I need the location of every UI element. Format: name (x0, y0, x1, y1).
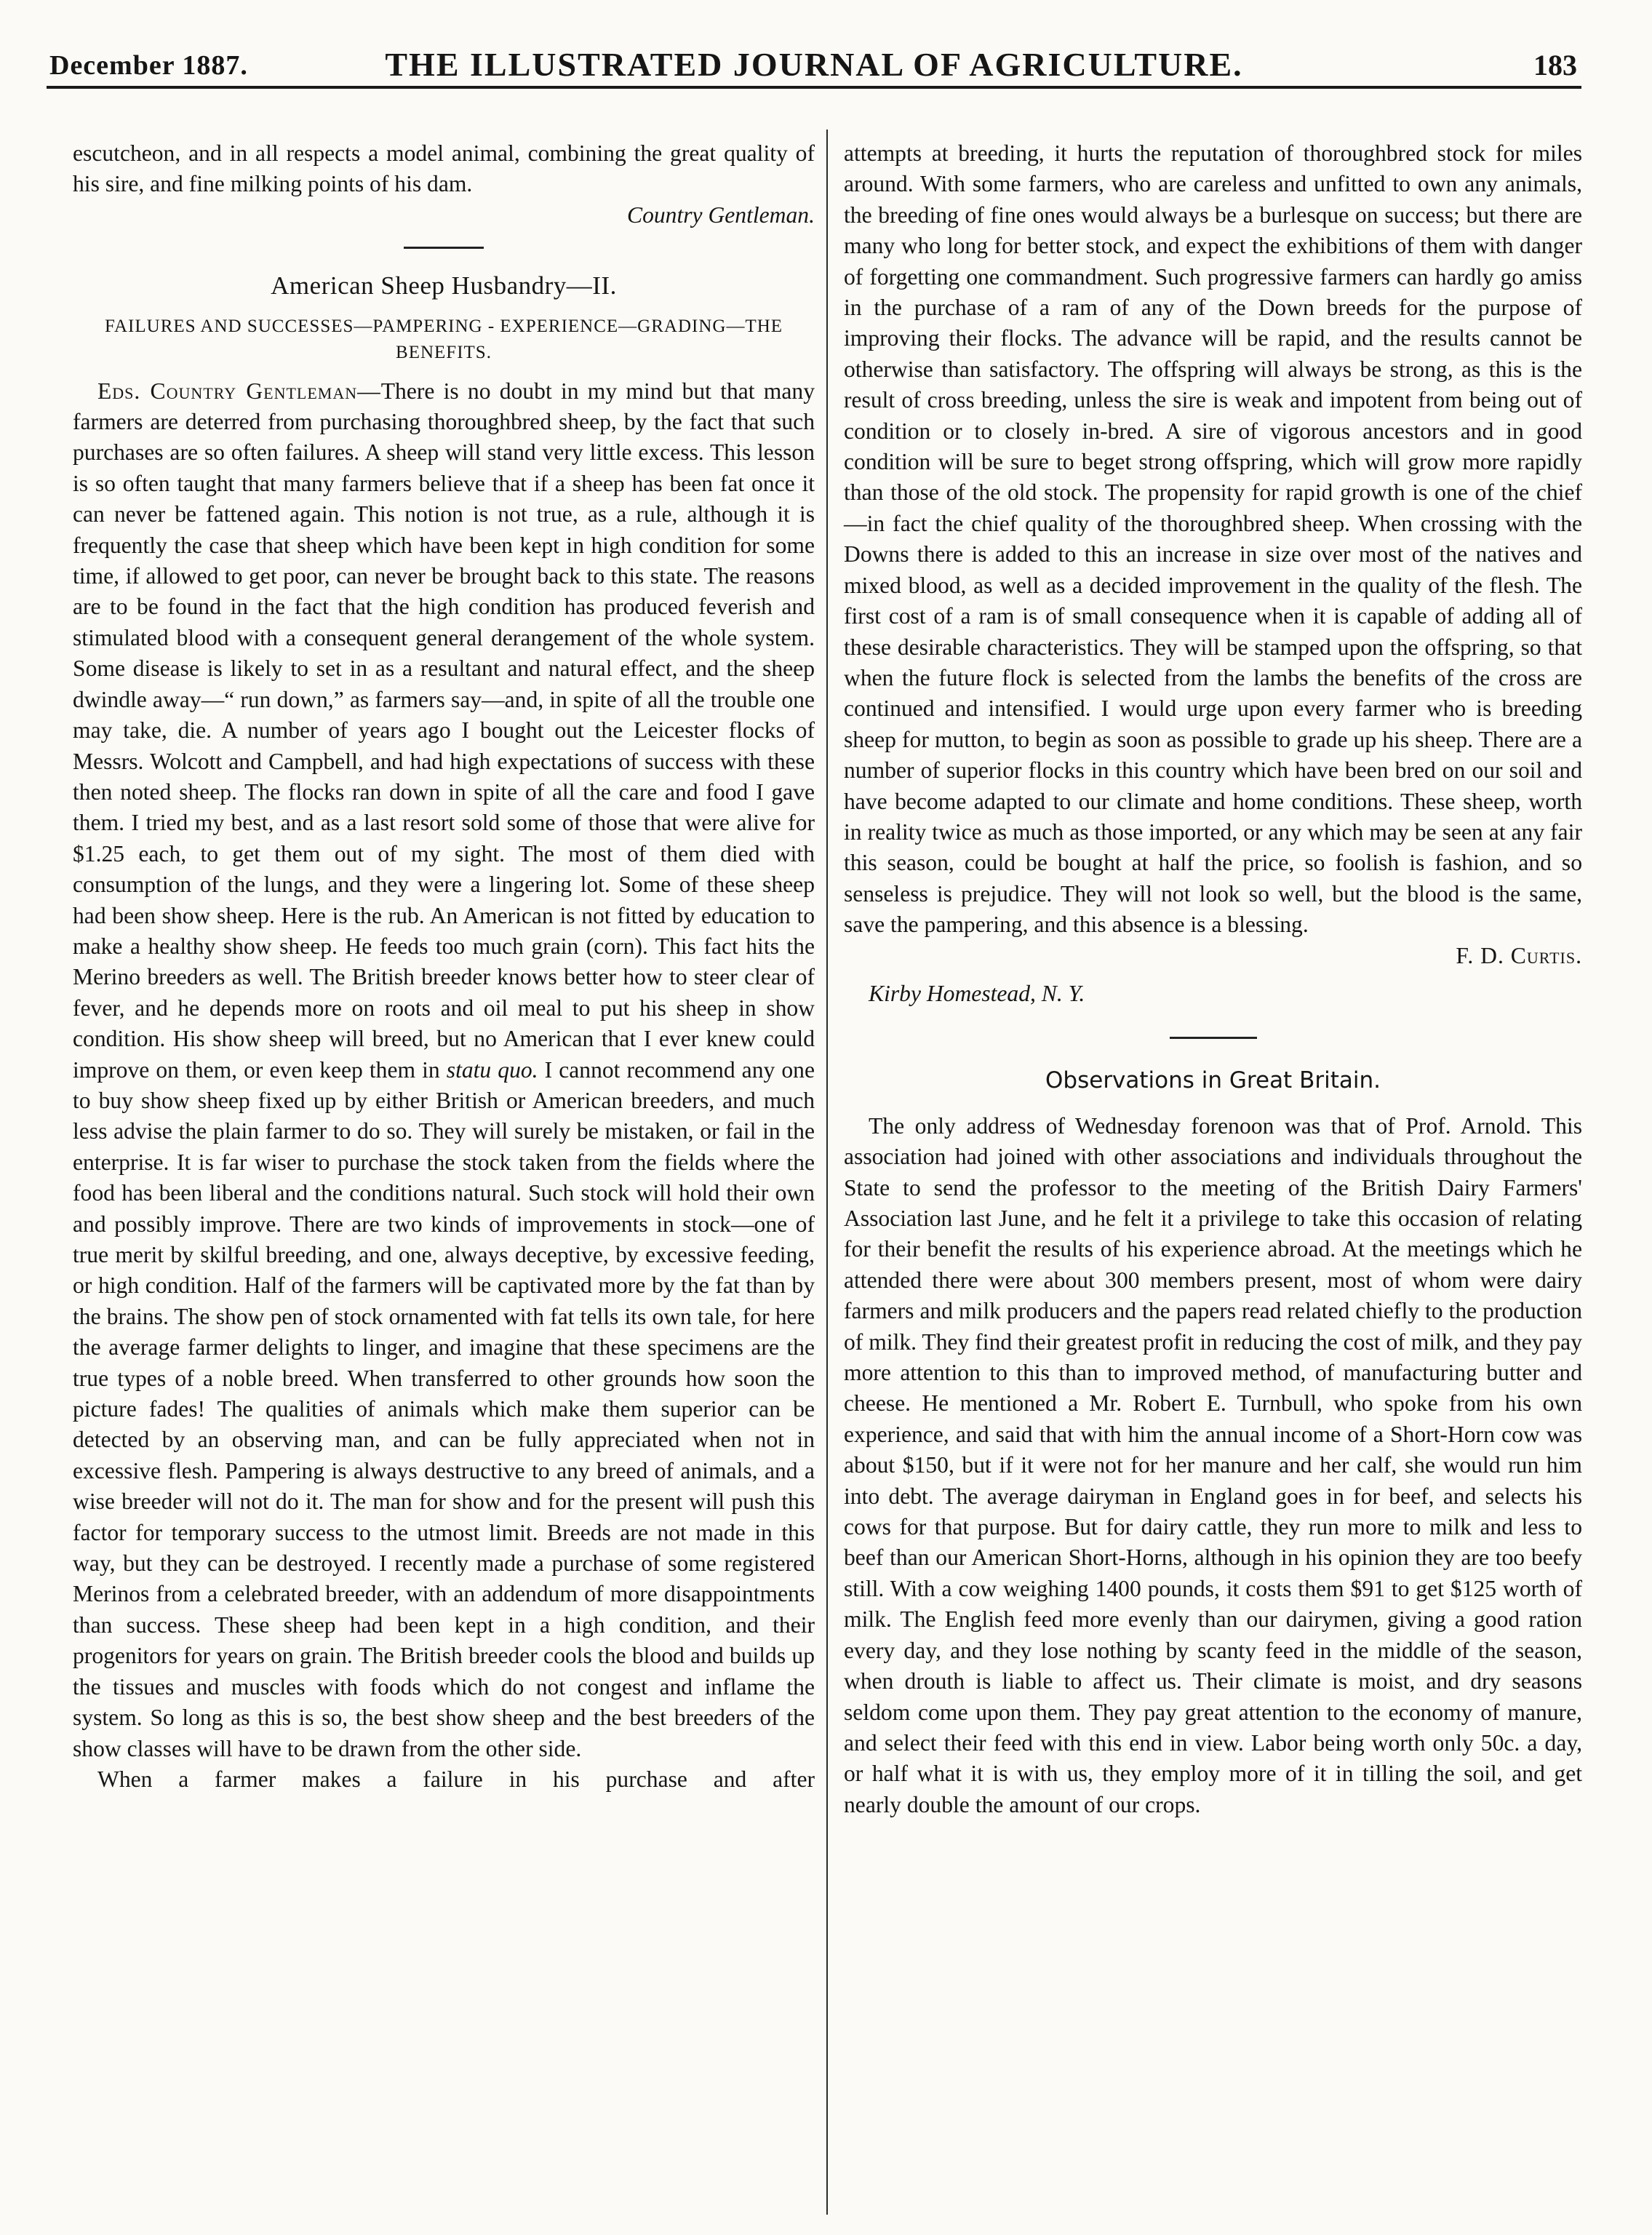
signoff (844, 941, 1582, 971)
issue-date: December 1887. (49, 50, 248, 81)
author-signature: F. D. Curtis. (1456, 942, 1582, 968)
column-divider (826, 130, 828, 2215)
continued-source: Country Gentleman. (627, 202, 815, 228)
article-continuation: attempts at breeding, it hurts the reputation of thoroughbred stock for miles around. With some farmers, who are careless and unfitted to own any animals, the breeding of fine ones would always be a burlesque on success; but there are many who long for better stock, and expect the exhibitions of them with danger of forgetting one commandment. Such progressive farmers can hardly go amiss in the purchase of a ram of any of the Down breeds for the purpose of improving their flocks. The advance will be rapid, and the results cannot be otherwise than satisfactory. The offspring will always be strong, as this is the result of cross breeding, unless the sire is weak and impotent from being out of condition or to closely in-bred. A sire of vigorous ancestors and in good condition will be sure to beget strong offspring, which will grow more rapidly than those of the old stock. The propensity for rapid growth is one of the chief—in fact the chief quality of the thoroughbred sheep. When crossing with the Downs there is added to this an increase in size over most of the natives and mixed blood, as well as a decided improvement in the quality of the flesh. The first cost of a ram is of small consequence when it is capable of adding all of these desirable characteristics. They will be stamped upon the offspring, so that when the future flock is selected from the lambs the benefits of the cross are continued and intensified. I would urge upon every farmer who is breeding sheep for mutton, to begin as soon as possible to grade up his sheep. There are a number of superior flocks in this country which have been bred on our soil and have become adapted to our climate and home conditions. These sheep, worth in reality twice as much as those imported, or any which may be seen at any fair this season, could be bought at half the price, so foolish is fashion, and so senseless is prejudice. They will not look so well, but the blood is the same, save the pampering, and this absence is a blessing. (844, 140, 1582, 938)
article2-title: Observations in Great Britain. (1045, 1067, 1381, 1094)
section-divider (404, 247, 484, 249)
article2-body: The only address of Wednesday forenoon was that of Prof. Arnold. This association had joined with other associations and individuals throughout the State to send the professor to the meeting of the British Dairy Farmers' Association last June, and he felt it a privilege to take this occasion of relating for their benefit the results of his experience abroad. At the meetings which he attended there were about 300 members present, most of whom were dairy farmers and milk producers and the papers read related chiefly to the production of milk. They find their greatest profit in reducing the cost of milk, and they pay more attention to this than to improved method, of manufacturing butter and cheese. He mentioned a Mr. Robert E. Turnbull, who spoke from his own experience, and said that with him the annual income of a Short-Horn cow was about $150, but if it were not for her manure and her calf, she would run him into debt. The average dairyman in England goes in for beef, and selects his cows for that purpose. But for dairy cattle, they run more to milk and less to beef than our American Short-Horns, although in his opinion they are too beefy still. With a cow weighing 1400 pounds, it costs them $91 to get $125 worth of milk. The English feed more evenly than our dairymen, giving a good ration every day, and they lose nothing by scanty feed in the middle of the season, when drouth is liable to affect us. Their climate is moist, and dry seasons seldom come upon them. They pay great attention to the economy of manure, and select their feed with this end in view. Labor being worth only 50c. a day, or half what it is with us, they employ more of it in tilling the soil, and get nearly double the amount of our crops. (844, 1112, 1582, 1817)
running-head (47, 45, 1581, 89)
section-divider (1170, 1037, 1257, 1039)
article-subtitle: FAILURES AND SUCCESSES—PAMPERING - EXPERIENCE—GRADING—THE BENEFITS. (104, 316, 783, 362)
article-salutation: Eds. Country Gentleman— (97, 378, 381, 404)
left-column (73, 138, 815, 1795)
article-body-text: There is no doubt in my mind but that many farmers are deterred from purchasing thoroughbred sheep, by the fact that such purchases are so often failures. A sheep will stand very little excess. This lesson is so often taught that many farmers believe that if a sheep has been fat once it can never be fattened again. This notion is not true, as a rule, although it is frequently the case that sheep which have been kept in high condition for some time, if allowed to get poor, can never be brought back to this state. The reasons are to be found in the fact that the high condition has produced feverish and stimulated blood with a consequent general derangement of the whole system. Some disease is likely to set in as a resultant and natural effect, and the sheep dwindle away—“ run down,” as farmers say—and, in spite of all the trouble one may take, die. A number of years ago I bought out the Leicester flocks of Messrs. Wolcott and Campbell, and had high expectations of success with these then noted sheep. The flocks ran down in spite of all the care and food I gave them. I tried my best, and as a last resort sold some of those that were alive for $1.25 each, to get them out of my sight. The most of them died with consumption of the lungs, and they were a lingering lot. Some of these sheep had been show sheep. Here is the rub. An American is not fitted by education to make a healthy show sheep. He feeds too much grain (corn). This fact hits the Merino breeders as well. The British breeder knows better how to steer clear of fever, and he depends more on roots and oil meal to put his sheep in show condition. His show sheep will breed, but no American that I ever knew could improve on them, or even keep them in (73, 378, 815, 1083)
italic-phrase: statu quo. (446, 1056, 538, 1083)
article-body-text-cont: I cannot recommend any one to buy show sheep fixed up by either British or American breeders, and much less advise the plain farmer to do so. They will surely be mistaken, or fail in the enterprise. It is far wiser to purchase the stock taken from the fields where the food has been liberal and the conditions natural. Such stock will hold their own and possibly improve. There are two kinds of improvements in stock—one of true merit by skilful breeding, and one, always deceptive, by excessive feeding, or high condition. Half of the farmers will be captivated more by the fat than by the brains. The show pen of stock ornamented with fat tells its own tale, for here the average farmer delights to linger, and imagine that these specimens are the true types of a noble breed. When transferred to other grounds how soon the picture fades! The qualities of animals which make them superior can be detected by an observing man, and can be fully appreciated when not in excessive flesh. Pampering is always destructive to any breed of animals, and a wise breeder will not do it. The man for show and for the present will push this factor for temporary success to the utmost limit. Breeds are not made in this way, but they can be destroyed. I recently made a purchase of some registered Merinos from a celebrated breeder, with an addendum of more disappointments than success. These sheep had been kept in a high condition, and their progenitors for years on grain. The British breeder cools the blood and builds up the tissues and muscles with foods which do not congest and inflame the system. So long as this is so, the best show sheep and the best breeders of the show classes will have to be drawn from the other side. (73, 1056, 815, 1761)
article-last-paragraph: When a farmer makes a failure in his purchase and after (97, 1766, 815, 1792)
article-body-paragraph (73, 376, 815, 1764)
right-column (844, 138, 1582, 1820)
article-title: American Sheep Husbandry—II. (271, 271, 617, 300)
page-number: 183 (1533, 49, 1577, 81)
continued-paragraph: escutcheon, and in all respects a model animal, combining the great quality of his sire, and fine milking points of his dam. (73, 140, 815, 197)
journal-title: THE ILLUSTRATED JOURNAL OF AGRICULTURE. (385, 46, 1243, 83)
author-place: Kirby Homestead, N. Y. (869, 980, 1085, 1006)
